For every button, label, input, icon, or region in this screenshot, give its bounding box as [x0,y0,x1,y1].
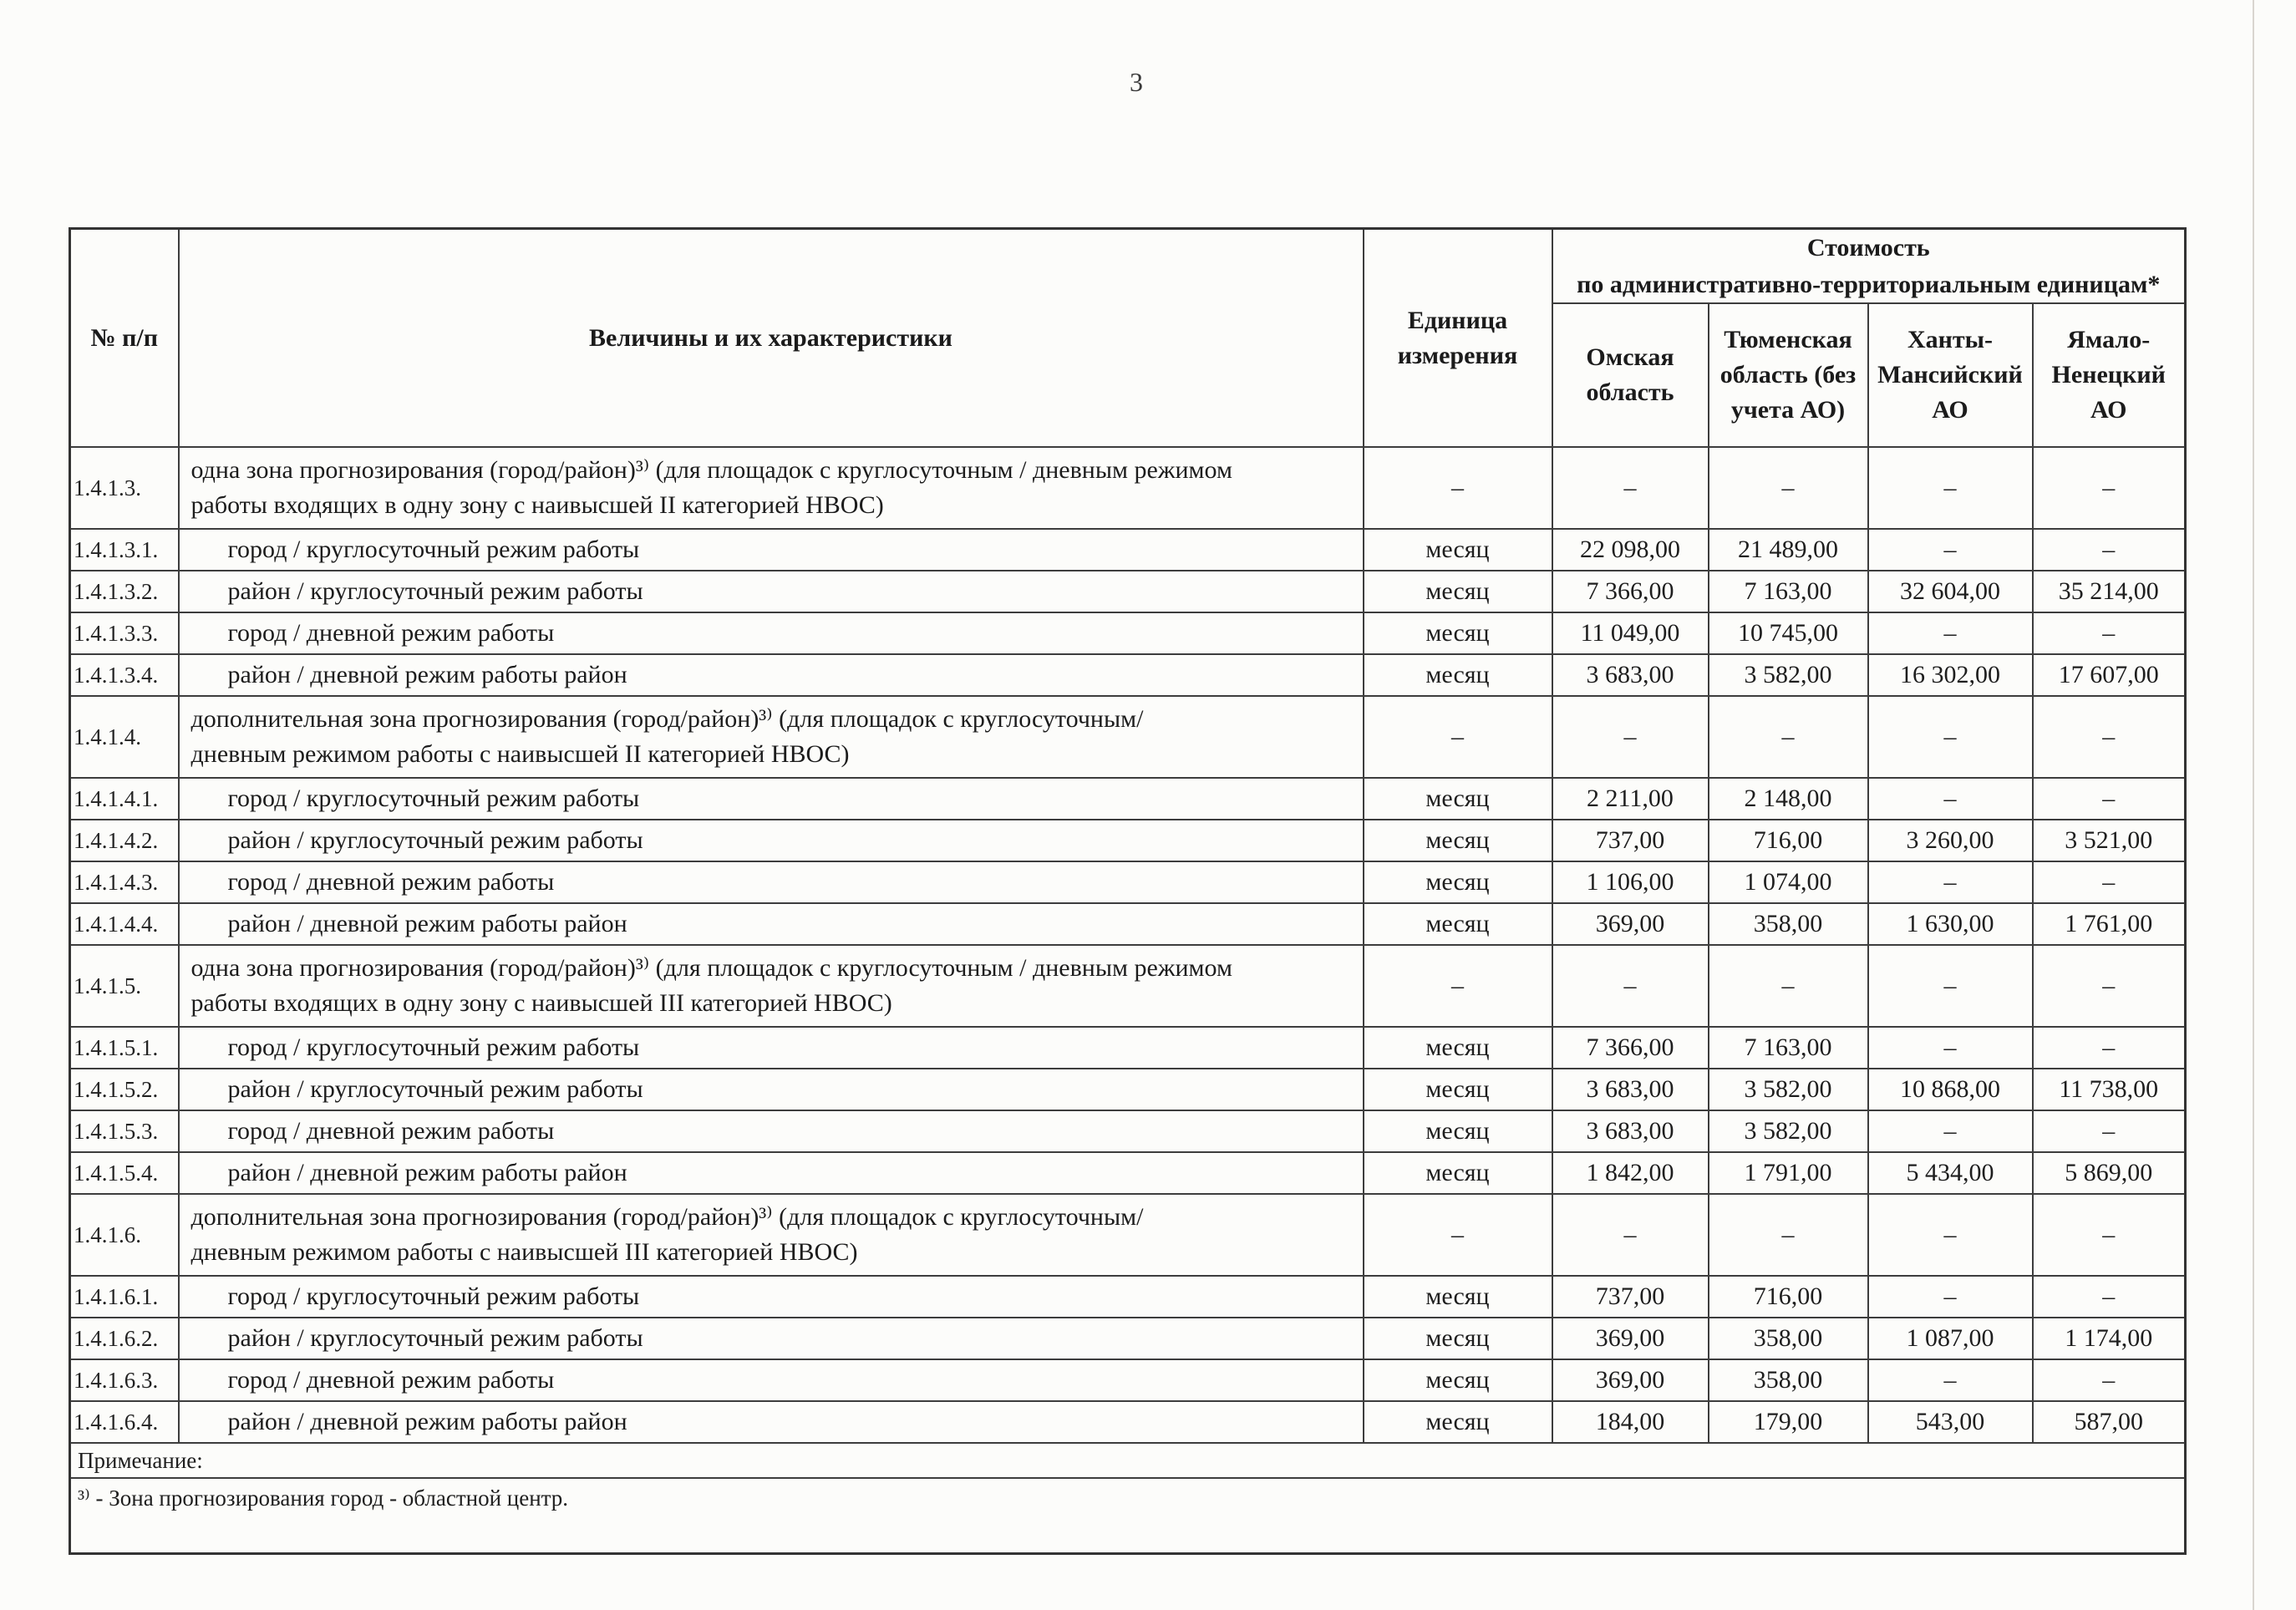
value-cell-yamal: 11 738,00 [2033,1069,2186,1110]
page-number: 3 [1130,67,1143,97]
value-cell-khanty: – [1868,529,2033,571]
cost-table [69,227,2187,1555]
row-desc-cell: одна зона прогнозирования (город/район)³⁾ (для площадок с круглосуточным / дневным режимом работы входящих в одну зону с наивысшей III категорией НВОС) [179,945,1364,1027]
item-row [70,529,2186,571]
unit-cell: месяц [1364,1318,1552,1359]
value-cell-yamal: – [2033,1276,2186,1318]
unit-cell: месяц [1364,612,1552,654]
unit-cell: месяц [1364,571,1552,612]
unit-cell: месяц [1364,654,1552,696]
section-row [70,1194,2186,1276]
value-cell-khanty: – [1868,696,2033,778]
value-cell-yamal: – [2033,1027,2186,1069]
header-region-tyumen: Тюменская область (без учета АО) [1709,303,1868,447]
row-number-cell: 1.4.1.5.3. [70,1110,179,1152]
value-cell-tyumen: 10 745,00 [1709,612,1868,654]
note-label-row [70,1443,2186,1478]
value-cell-omsk: – [1552,1194,1709,1276]
row-number-cell: 1.4.1.6. [70,1194,179,1276]
section-row [70,696,2186,778]
cost-group-subtitle: по административно-территориальным единицам* [1577,270,2161,298]
value-cell-omsk: 737,00 [1552,820,1709,861]
header-desc-column: Величины и их характеристики [179,229,1364,448]
row-desc-cell: район / дневной режим работы район [179,903,1364,945]
unit-cell: месяц [1364,529,1552,571]
row-number-cell: 1.4.1.3.1. [70,529,179,571]
row-number-cell: 1.4.1.3.4. [70,654,179,696]
value-cell-khanty: – [1868,778,2033,820]
item-row [70,1110,2186,1152]
value-cell-khanty: 5 434,00 [1868,1152,2033,1194]
value-cell-tyumen: 716,00 [1709,820,1868,861]
row-desc-cell: район / круглосуточный режим работы [179,571,1364,612]
value-cell-yamal: – [2033,529,2186,571]
header-region-khanty-mansi: Ханты-Мансийский АО [1868,303,2033,447]
value-cell-omsk: 22 098,00 [1552,529,1709,571]
unit-cell: месяц [1364,778,1552,820]
value-cell-tyumen: – [1709,447,1868,529]
row-desc-cell: город / дневной режим работы [179,861,1364,903]
header-num-column: № п/п [70,229,179,448]
value-cell-omsk: – [1552,696,1709,778]
row-number-cell: 1.4.1.5.4. [70,1152,179,1194]
value-cell-yamal: – [2033,1194,2186,1276]
row-desc-cell: город / круглосуточный режим работы [179,1276,1364,1318]
row-number-cell: 1.4.1.4.3. [70,861,179,903]
row-number-cell: 1.4.1.3.2. [70,571,179,612]
unit-cell: месяц [1364,1276,1552,1318]
row-desc-cell: город / круглосуточный режим работы [179,1027,1364,1069]
value-cell-khanty: – [1868,447,2033,529]
value-cell-yamal: 587,00 [2033,1401,2186,1443]
row-desc-cell: город / круглосуточный режим работы [179,529,1364,571]
note-label: Примечание: [70,1443,2186,1478]
value-cell-khanty: – [1868,1276,2033,1318]
row-number-cell: 1.4.1.4.4. [70,903,179,945]
row-number-cell: 1.4.1.6.1. [70,1276,179,1318]
row-desc-cell: дополнительная зона прогнозирования (город/район)³⁾ (для площадок с круглосуточным/ дневным режимом работы с наивысшей III категорией НВОС) [179,1194,1364,1276]
value-cell-tyumen: 358,00 [1709,1318,1868,1359]
row-desc-cell: город / круглосуточный режим работы [179,778,1364,820]
item-row [70,861,2186,903]
value-cell-khanty: 543,00 [1868,1401,2033,1443]
value-cell-yamal: – [2033,861,2186,903]
row-desc-cell: дополнительная зона прогнозирования (город/район)³⁾ (для площадок с круглосуточным/ дневным режимом работы с наивысшей II категорией НВОС) [179,696,1364,778]
item-row [70,903,2186,945]
value-cell-tyumen: 716,00 [1709,1276,1868,1318]
item-row [70,820,2186,861]
item-row [70,1152,2186,1194]
row-desc-cell: район / дневной режим работы район [179,654,1364,696]
value-cell-tyumen: 7 163,00 [1709,571,1868,612]
row-number-cell: 1.4.1.3. [70,447,179,529]
header-cost-group [1552,229,2186,304]
header-region-omsk: Омская область [1552,303,1709,447]
item-row [70,1276,2186,1318]
value-cell-omsk: 369,00 [1552,1318,1709,1359]
value-cell-yamal: – [2033,696,2186,778]
row-number-cell: 1.4.1.5.2. [70,1069,179,1110]
cost-group-title: Стоимость [1806,234,1930,262]
unit-cell: месяц [1364,1069,1552,1110]
table-footer [70,1443,2186,1554]
row-desc-cell: район / круглосуточный режим работы [179,1069,1364,1110]
item-row [70,654,2186,696]
value-cell-omsk: 11 049,00 [1552,612,1709,654]
value-cell-omsk: – [1552,447,1709,529]
value-cell-yamal: 3 521,00 [2033,820,2186,861]
unit-cell: месяц [1364,903,1552,945]
unit-cell: – [1364,945,1552,1027]
value-cell-yamal: 1 761,00 [2033,903,2186,945]
row-number-cell: 1.4.1.4. [70,696,179,778]
value-cell-khanty: 10 868,00 [1868,1069,2033,1110]
value-cell-yamal: 35 214,00 [2033,571,2186,612]
value-cell-khanty: – [1868,1359,2033,1401]
value-cell-yamal: 17 607,00 [2033,654,2186,696]
value-cell-omsk: 3 683,00 [1552,1069,1709,1110]
unit-cell: месяц [1364,1359,1552,1401]
value-cell-khanty: – [1868,1027,2033,1069]
value-cell-omsk: 1 842,00 [1552,1152,1709,1194]
item-row [70,1359,2186,1401]
value-cell-yamal: – [2033,1110,2186,1152]
value-cell-khanty: 32 604,00 [1868,571,2033,612]
unit-cell: месяц [1364,1110,1552,1152]
header-region-yamal-nenets: Ямало-Ненецкий АО [2033,303,2186,447]
value-cell-tyumen: – [1709,1194,1868,1276]
value-cell-yamal: 1 174,00 [2033,1318,2186,1359]
value-cell-yamal: – [2033,945,2186,1027]
row-desc-cell: город / дневной режим работы [179,1110,1364,1152]
item-row [70,1027,2186,1069]
value-cell-tyumen: – [1709,696,1868,778]
row-number-cell: 1.4.1.4.1. [70,778,179,820]
row-number-cell: 1.4.1.4.2. [70,820,179,861]
value-cell-khanty: 1 630,00 [1868,903,2033,945]
unit-cell: – [1364,447,1552,529]
row-desc-cell: район / дневной режим работы район [179,1152,1364,1194]
row-number-cell: 1.4.1.6.2. [70,1318,179,1359]
row-number-cell: 1.4.1.5. [70,945,179,1027]
item-row [70,571,2186,612]
value-cell-yamal: – [2033,447,2186,529]
value-cell-omsk: 7 366,00 [1552,571,1709,612]
value-cell-omsk: 3 683,00 [1552,654,1709,696]
section-row [70,945,2186,1027]
row-desc-cell: город / дневной режим работы [179,612,1364,654]
row-desc-cell: район / круглосуточный режим работы [179,1318,1364,1359]
value-cell-tyumen: 3 582,00 [1709,654,1868,696]
scan-edge-line [2253,0,2254,1610]
row-desc-cell: район / круглосуточный режим работы [179,820,1364,861]
value-cell-khanty: 16 302,00 [1868,654,2033,696]
unit-cell: – [1364,696,1552,778]
unit-cell: месяц [1364,1401,1552,1443]
value-cell-omsk: 2 211,00 [1552,778,1709,820]
value-cell-khanty: – [1868,1110,2033,1152]
value-cell-omsk: 737,00 [1552,1276,1709,1318]
item-row [70,1069,2186,1110]
value-cell-khanty: – [1868,945,2033,1027]
value-cell-omsk: 369,00 [1552,1359,1709,1401]
unit-cell: месяц [1364,820,1552,861]
item-row [70,612,2186,654]
unit-cell: месяц [1364,861,1552,903]
value-cell-tyumen: 3 582,00 [1709,1069,1868,1110]
value-cell-omsk: 7 366,00 [1552,1027,1709,1069]
row-desc-cell: одна зона прогнозирования (город/район)³⁾ (для площадок с круглосуточным / дневным режимом работы входящих в одну зону с наивысшей II категорией НВОС) [179,447,1364,529]
header-unit-column: Единица измерения [1364,229,1552,448]
value-cell-omsk: 184,00 [1552,1401,1709,1443]
value-cell-tyumen: 179,00 [1709,1401,1868,1443]
value-cell-omsk: – [1552,945,1709,1027]
value-cell-tyumen: 1 074,00 [1709,861,1868,903]
row-number-cell: 1.4.1.3.3. [70,612,179,654]
row-desc-cell: город / дневной режим работы [179,1359,1364,1401]
value-cell-tyumen: 1 791,00 [1709,1152,1868,1194]
row-number-cell: 1.4.1.6.3. [70,1359,179,1401]
value-cell-tyumen: 3 582,00 [1709,1110,1868,1152]
unit-cell: месяц [1364,1152,1552,1194]
note-text: ³⁾ - Зона прогнозирования город - областной центр. [70,1478,2186,1554]
value-cell-omsk: 1 106,00 [1552,861,1709,903]
item-row [70,1401,2186,1443]
table-body [70,447,2186,1443]
note-text-row [70,1478,2186,1554]
table-header [70,229,2186,448]
value-cell-tyumen: – [1709,945,1868,1027]
value-cell-tyumen: 358,00 [1709,903,1868,945]
item-row [70,1318,2186,1359]
item-row [70,778,2186,820]
value-cell-omsk: 369,00 [1552,903,1709,945]
value-cell-omsk: 3 683,00 [1552,1110,1709,1152]
row-desc-cell: район / дневной режим работы район [179,1401,1364,1443]
value-cell-khanty: – [1868,1194,2033,1276]
section-row [70,447,2186,529]
value-cell-yamal: – [2033,1359,2186,1401]
value-cell-khanty: 1 087,00 [1868,1318,2033,1359]
value-cell-tyumen: 21 489,00 [1709,529,1868,571]
value-cell-tyumen: 2 148,00 [1709,778,1868,820]
value-cell-khanty: – [1868,612,2033,654]
value-cell-tyumen: 358,00 [1709,1359,1868,1401]
value-cell-yamal: – [2033,612,2186,654]
unit-cell: месяц [1364,1027,1552,1069]
row-number-cell: 1.4.1.5.1. [70,1027,179,1069]
value-cell-yamal: – [2033,778,2186,820]
value-cell-tyumen: 7 163,00 [1709,1027,1868,1069]
value-cell-yamal: 5 869,00 [2033,1152,2186,1194]
unit-cell: – [1364,1194,1552,1276]
row-number-cell: 1.4.1.6.4. [70,1401,179,1443]
value-cell-khanty: – [1868,861,2033,903]
header-row-group [70,229,2186,304]
value-cell-khanty: 3 260,00 [1868,820,2033,861]
